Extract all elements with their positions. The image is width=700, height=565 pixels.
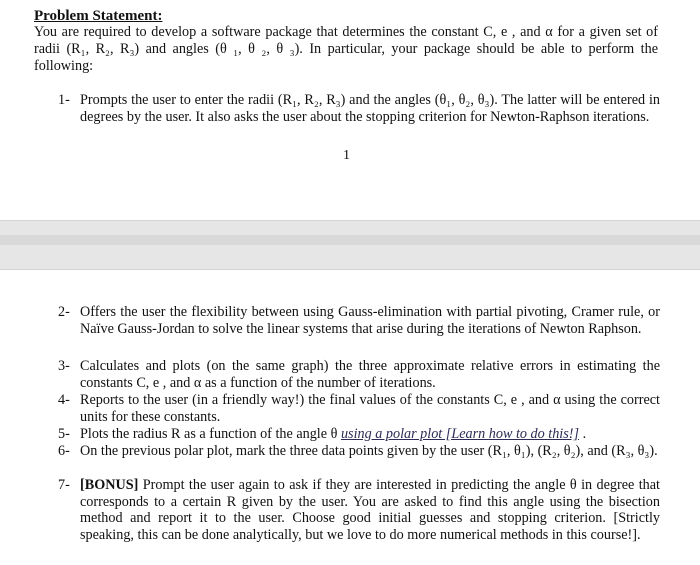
item-number: 3- [58,358,70,374]
item-text: On the previous polar plot, mark the three data points given by the user (R₁, θ₁), (R₂, θ₂), and (R₃, θ₃). [80,443,658,459]
bonus-label: [BONUS] [80,477,139,493]
page-number: 1 [343,148,350,163]
item-number: 7- [58,477,70,493]
page-separator-band [0,235,700,245]
item-number: 1- [58,92,70,108]
intro-paragraph: You are required to develop a software package that determines the constant C, e , and α for a given set of radii (R₁, R₂, R₃) and angles (θ ₁, θ ₂, θ ₃). In particular, your package should be able to perform the following: [34,24,658,74]
problem-statement-heading: Problem Statement: [34,8,163,24]
item-text-after: . [579,426,587,442]
item-number: 2- [58,304,70,320]
item-text-before: Plots the radius R as a function of the angle θ [80,426,341,442]
item-number: 4- [58,392,70,408]
item-text-body: Prompt the user again to ask if they are interested in predicting the angle θ in degree that corresponds to a certain R given by the user. You are asked to find this angle using the bisection method and report it to the user. Choose good initial guesses and stopping criterion. [Strictly speaking, this can be done analytically, but we love to do more numerical methods in this course!]. [80,477,660,543]
item-number: 6- [58,443,70,459]
page-separator [0,220,700,270]
item-text: Calculates and plots (on the same graph) the three approximate relative errors in estimating the constants C, e , and α as a function of the number of iterations. [80,358,660,391]
item-text: Prompts the user to enter the radii (R₁, R₂, R₃) and the angles (θ₁, θ₂, θ₃). The latter will be entered in degrees by the user. It also asks the user about the stopping criterion for Newton-Raphson iterations. [80,92,660,125]
item-text [80,426,660,443]
item-text: Reports to the user (in a friendly way!) the final values of the constants C, e , and α using the correct units for these constants. [80,392,660,425]
item-text [80,477,660,543]
polar-plot-link[interactable]: using a polar plot [Learn how to do this!] [340,426,580,442]
page-1 [0,0,700,205]
item-number: 5- [58,426,70,442]
item-text: Offers the user the flexibility between using Gauss-elimination with partial pivoting, Cramer rule, or Naïve Gauss-Jordan to solve the linear systems that arise during the iterations of Newton Raphson. [80,304,660,337]
